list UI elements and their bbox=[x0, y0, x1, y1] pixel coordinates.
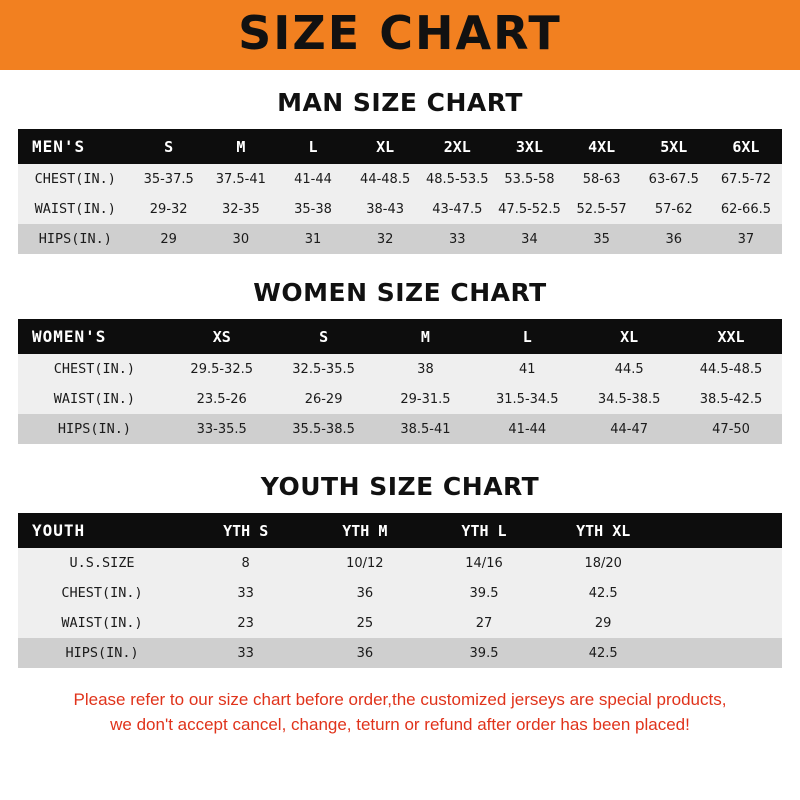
man-r0-c5: 48.5-53.5 bbox=[421, 164, 493, 194]
women-table-head bbox=[18, 319, 782, 354]
man-r1-c6: 47.5-52.5 bbox=[493, 194, 565, 224]
man-header-cell-3: L bbox=[277, 129, 349, 164]
footer-note-line-1: Please refer to our size chart before order,the customized jerseys are special products, bbox=[73, 690, 727, 709]
table-header-row bbox=[18, 129, 782, 164]
youth-r1-c0: CHEST(IN.) bbox=[18, 578, 186, 608]
women-r0-c6: 44.5-48.5 bbox=[680, 354, 782, 384]
women-r2-c6: 47-50 bbox=[680, 414, 782, 444]
table-header-row bbox=[18, 319, 782, 354]
man-header-cell-4: XL bbox=[349, 129, 421, 164]
youth-r2-c0: WAIST(IN.) bbox=[18, 608, 186, 638]
man-r1-c1: 29-32 bbox=[133, 194, 205, 224]
man-r2-c0: HIPS(IN.) bbox=[18, 224, 133, 254]
women-header-cell-5: XL bbox=[578, 319, 680, 354]
man-header-cell-0: MEN'S bbox=[18, 129, 133, 164]
women-r1-c2: 26-29 bbox=[273, 384, 375, 414]
youth-r2-c3: 27 bbox=[424, 608, 543, 638]
women-r1-c3: 29-31.5 bbox=[375, 384, 477, 414]
table-row bbox=[18, 224, 782, 254]
youth-r0-c2: 10/12 bbox=[305, 548, 424, 578]
youth-r3-c2: 36 bbox=[305, 638, 424, 668]
youth-r3-c0: HIPS(IN.) bbox=[18, 638, 186, 668]
content-area bbox=[0, 88, 800, 737]
man-r2-c5: 33 bbox=[421, 224, 493, 254]
man-r0-c9: 67.5-72 bbox=[710, 164, 782, 194]
table-row bbox=[18, 354, 782, 384]
man-r1-c2: 32-35 bbox=[205, 194, 277, 224]
youth-header-cell-1: YTH S bbox=[186, 513, 305, 548]
women-r1-c5: 34.5-38.5 bbox=[578, 384, 680, 414]
youth-r3-c4: 42.5 bbox=[544, 638, 663, 668]
header-bar bbox=[0, 0, 800, 70]
women-r1-c6: 38.5-42.5 bbox=[680, 384, 782, 414]
youth-r2-c5 bbox=[663, 608, 782, 638]
youth-r2-c2: 25 bbox=[305, 608, 424, 638]
page-title: SIZE CHART bbox=[238, 6, 562, 60]
youth-header-cell-4: YTH XL bbox=[544, 513, 663, 548]
table-row bbox=[18, 608, 782, 638]
table-row bbox=[18, 414, 782, 444]
women-header-cell-4: L bbox=[476, 319, 578, 354]
man-r0-c0: CHEST(IN.) bbox=[18, 164, 133, 194]
man-header-cell-5: 2XL bbox=[421, 129, 493, 164]
man-r1-c3: 35-38 bbox=[277, 194, 349, 224]
man-r2-c3: 31 bbox=[277, 224, 349, 254]
man-r2-c4: 32 bbox=[349, 224, 421, 254]
youth-section-title: YOUTH SIZE CHART bbox=[260, 472, 540, 501]
women-section-title: WOMEN SIZE CHART bbox=[253, 278, 547, 307]
women-header-cell-0: WOMEN'S bbox=[18, 319, 171, 354]
man-r2-c2: 30 bbox=[205, 224, 277, 254]
women-header-cell-6: XXL bbox=[680, 319, 782, 354]
youth-r2-c4: 29 bbox=[544, 608, 663, 638]
man-r2-c8: 36 bbox=[638, 224, 710, 254]
man-table-body bbox=[18, 164, 782, 254]
women-r0-c4: 41 bbox=[476, 354, 578, 384]
table-row bbox=[18, 638, 782, 668]
youth-r0-c4: 18/20 bbox=[544, 548, 663, 578]
footer-note bbox=[18, 688, 782, 737]
youth-table-body bbox=[18, 548, 782, 668]
man-table-head bbox=[18, 129, 782, 164]
women-r2-c3: 38.5-41 bbox=[375, 414, 477, 444]
women-header-cell-1: XS bbox=[171, 319, 273, 354]
youth-r0-c1: 8 bbox=[186, 548, 305, 578]
man-r0-c6: 53.5-58 bbox=[493, 164, 565, 194]
table-header-row bbox=[18, 513, 782, 548]
man-header-cell-7: 4XL bbox=[566, 129, 638, 164]
man-r2-c1: 29 bbox=[133, 224, 205, 254]
women-r2-c2: 35.5-38.5 bbox=[273, 414, 375, 444]
youth-r0-c0: U.S.SIZE bbox=[18, 548, 186, 578]
youth-r0-c5 bbox=[663, 548, 782, 578]
youth-r3-c1: 33 bbox=[186, 638, 305, 668]
youth-header-cell-5 bbox=[663, 513, 782, 548]
man-header-cell-9: 6XL bbox=[710, 129, 782, 164]
women-r0-c5: 44.5 bbox=[578, 354, 680, 384]
table-row bbox=[18, 194, 782, 224]
man-r2-c9: 37 bbox=[710, 224, 782, 254]
women-r1-c1: 23.5-26 bbox=[171, 384, 273, 414]
man-header-cell-6: 3XL bbox=[493, 129, 565, 164]
women-r0-c0: CHEST(IN.) bbox=[18, 354, 171, 384]
man-section-title: MAN SIZE CHART bbox=[277, 88, 523, 117]
youth-r3-c3: 39.5 bbox=[424, 638, 543, 668]
women-table-body bbox=[18, 354, 782, 444]
women-r1-c0: WAIST(IN.) bbox=[18, 384, 171, 414]
man-r0-c7: 58-63 bbox=[566, 164, 638, 194]
man-r0-c1: 35-37.5 bbox=[133, 164, 205, 194]
man-r1-c9: 62-66.5 bbox=[710, 194, 782, 224]
women-r2-c4: 41-44 bbox=[476, 414, 578, 444]
man-size-table bbox=[18, 129, 782, 254]
man-r2-c6: 34 bbox=[493, 224, 565, 254]
women-r2-c0: HIPS(IN.) bbox=[18, 414, 171, 444]
women-size-table bbox=[18, 319, 782, 444]
man-r0-c2: 37.5-41 bbox=[205, 164, 277, 194]
youth-table-head bbox=[18, 513, 782, 548]
youth-header-cell-3: YTH L bbox=[424, 513, 543, 548]
youth-size-table bbox=[18, 513, 782, 668]
youth-r3-c5 bbox=[663, 638, 782, 668]
youth-r1-c5 bbox=[663, 578, 782, 608]
man-r0-c3: 41-44 bbox=[277, 164, 349, 194]
man-r0-c8: 63-67.5 bbox=[638, 164, 710, 194]
youth-r1-c3: 39.5 bbox=[424, 578, 543, 608]
man-r1-c5: 43-47.5 bbox=[421, 194, 493, 224]
youth-r2-c1: 23 bbox=[186, 608, 305, 638]
youth-r1-c2: 36 bbox=[305, 578, 424, 608]
man-r1-c0: WAIST(IN.) bbox=[18, 194, 133, 224]
women-r2-c1: 33-35.5 bbox=[171, 414, 273, 444]
women-header-cell-3: M bbox=[375, 319, 477, 354]
women-r0-c1: 29.5-32.5 bbox=[171, 354, 273, 384]
man-header-cell-1: S bbox=[133, 129, 205, 164]
women-header-cell-2: S bbox=[273, 319, 375, 354]
man-header-cell-2: M bbox=[205, 129, 277, 164]
youth-r1-c1: 33 bbox=[186, 578, 305, 608]
man-r1-c8: 57-62 bbox=[638, 194, 710, 224]
man-header-cell-8: 5XL bbox=[638, 129, 710, 164]
youth-r1-c4: 42.5 bbox=[544, 578, 663, 608]
youth-header-cell-2: YTH M bbox=[305, 513, 424, 548]
table-row bbox=[18, 578, 782, 608]
youth-header-cell-0: YOUTH bbox=[18, 513, 186, 548]
man-r2-c7: 35 bbox=[566, 224, 638, 254]
women-r1-c4: 31.5-34.5 bbox=[476, 384, 578, 414]
footer-note-line-2: we don't accept cancel, change, teturn or refund after order has been placed! bbox=[110, 714, 690, 734]
man-r0-c4: 44-48.5 bbox=[349, 164, 421, 194]
table-row bbox=[18, 548, 782, 578]
man-r1-c7: 52.5-57 bbox=[566, 194, 638, 224]
youth-r0-c3: 14/16 bbox=[424, 548, 543, 578]
women-r0-c3: 38 bbox=[375, 354, 477, 384]
table-row bbox=[18, 384, 782, 414]
man-r1-c4: 38-43 bbox=[349, 194, 421, 224]
women-r0-c2: 32.5-35.5 bbox=[273, 354, 375, 384]
table-row bbox=[18, 164, 782, 194]
women-r2-c5: 44-47 bbox=[578, 414, 680, 444]
